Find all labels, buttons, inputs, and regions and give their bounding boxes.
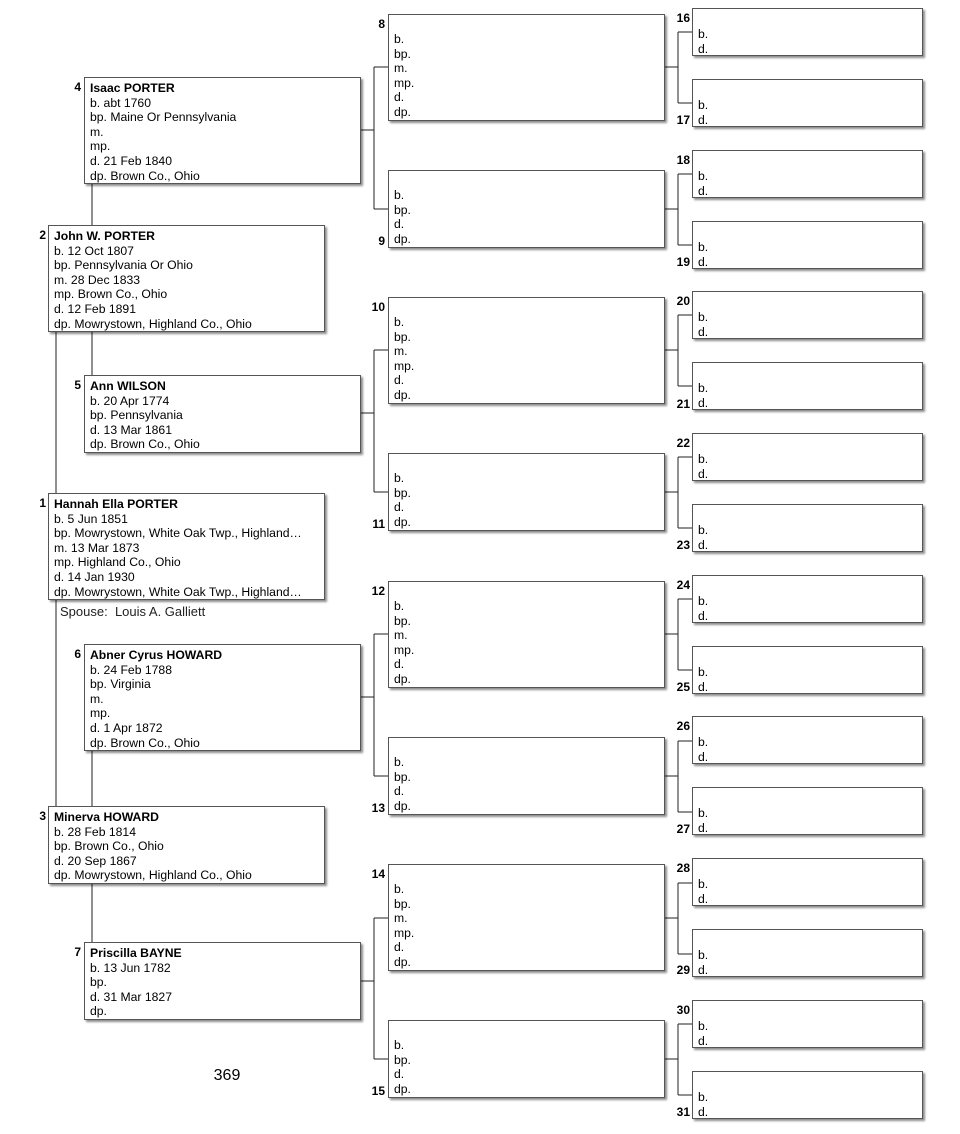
person-6-number: 6 (74, 647, 81, 661)
person-8-number: 8 (378, 17, 385, 31)
person-6-marriage: m. (90, 691, 104, 706)
person-16-birth: b. (698, 27, 709, 41)
person-7-birthplace: bp. (90, 975, 107, 990)
person-10-box[interactable] (388, 297, 665, 404)
person-1-number: 1 (39, 496, 46, 510)
person-8-birthplace: bp. (394, 46, 411, 61)
person-14-marriage: m. (394, 911, 408, 926)
person-15-birth: b. (394, 1038, 405, 1052)
person-1-death: d. 14 Jan 1930 (54, 569, 135, 584)
person-13-number: 13 (371, 801, 385, 815)
person-24-death: d. (698, 608, 709, 623)
person-26-death: d. (698, 749, 709, 764)
person-17-number: 17 (676, 113, 690, 127)
person-14-birth: b. (394, 882, 405, 896)
person-9-number: 9 (378, 234, 385, 248)
person-10-number: 10 (371, 300, 385, 314)
person-29-box[interactable] (692, 929, 923, 977)
person-30-birth: b. (698, 1019, 709, 1033)
person-2-birthplace: bp. Pennsylvania Or Ohio (54, 258, 193, 273)
person-7-number: 7 (74, 945, 81, 959)
person-5-name: Ann WILSON (90, 379, 166, 393)
person-18-box[interactable] (692, 150, 923, 198)
person-2-number: 2 (39, 228, 46, 242)
person-22-number: 22 (676, 436, 690, 450)
person-1-name: Hannah Ella PORTER (54, 497, 178, 511)
person-19-death: d. (698, 254, 709, 269)
person-6-death: d. 1 Apr 1872 (90, 720, 163, 735)
person-23-birth: b. (698, 523, 709, 537)
person-25-birth: b. (698, 665, 709, 679)
person-12-number: 12 (371, 584, 385, 598)
person-5-death: d. 13 Mar 1861 (90, 422, 172, 437)
person-15-number: 15 (371, 1084, 385, 1098)
person-4-birth: b. abt 1760 (90, 95, 151, 110)
person-10-birthplace: bp. (394, 329, 411, 344)
person-18-number: 18 (676, 153, 690, 167)
person-4-birthplace: bp. Maine Or Pennsylvania (90, 110, 237, 125)
person-3-number: 3 (39, 809, 46, 823)
person-18-death: d. (698, 183, 709, 198)
person-25-number: 25 (676, 680, 690, 694)
spouse-line (60, 604, 205, 619)
person-11-box[interactable] (388, 453, 665, 531)
person-30-death: d. (698, 1033, 709, 1048)
person-3-birth: b. 28 Feb 1814 (54, 824, 136, 839)
person-31-number: 31 (676, 1105, 690, 1119)
person-10-marriage: m. (394, 344, 408, 359)
person-10-marriageplace: mp. (394, 358, 415, 373)
person-21-death: d. (698, 395, 709, 410)
person-13-death: d. (394, 784, 405, 799)
person-21-box[interactable] (692, 362, 923, 410)
person-22-death: d. (698, 466, 709, 481)
person-6-marriageplace: mp. (90, 706, 111, 721)
person-17-death: d. (698, 112, 709, 127)
person-19-number: 19 (676, 255, 690, 269)
person-25-death: d. (698, 679, 709, 694)
person-31-box[interactable] (692, 1071, 923, 1119)
person-8-marriageplace: mp. (394, 75, 415, 90)
person-20-death: d. (698, 324, 709, 339)
person-2-birth: b. 12 Oct 1807 (54, 243, 134, 258)
person-2-deathplace: dp. Mowrystown, Highland Co., Ohio (54, 316, 252, 331)
person-14-marriageplace: mp. (394, 925, 415, 940)
person-4-marriage: m. (90, 124, 104, 139)
person-2-marriageplace: mp. Brown Co., Ohio (54, 287, 168, 302)
person-21-birth: b. (698, 381, 709, 395)
person-3-death: d. 20 Sep 1867 (54, 853, 137, 868)
person-8-marriage: m. (394, 61, 408, 76)
person-6-birthplace: bp. Virginia (90, 677, 151, 692)
person-9-birthplace: bp. (394, 202, 411, 217)
person-25-box[interactable] (692, 646, 923, 694)
person-21-number: 21 (676, 397, 690, 411)
person-4-number: 4 (74, 80, 81, 94)
person-14-number: 14 (371, 867, 385, 881)
person-4-box[interactable] (84, 77, 361, 184)
person-1-birth: b. 5 Jun 1851 (54, 511, 128, 526)
person-11-birthplace: bp. (394, 485, 411, 500)
person-1-deathplace: dp. Mowrystown, White Oak Twp., Highland… (54, 584, 302, 599)
person-12-deathplace: dp. (394, 671, 411, 686)
person-29-birth: b. (698, 948, 709, 962)
person-7-birth: b. 13 Jun 1782 (90, 960, 171, 975)
person-7-deathplace: dp. (90, 1004, 107, 1019)
person-2-marriage: m. 28 Dec 1833 (54, 272, 141, 287)
person-20-number: 20 (676, 294, 690, 308)
person-6-birth: b. 24 Feb 1788 (90, 662, 172, 677)
person-28-number: 28 (676, 861, 690, 875)
person-12-marriage: m. (394, 628, 408, 643)
person-15-box[interactable] (388, 1020, 665, 1098)
person-1-marriageplace: mp. Highland Co., Ohio (54, 555, 181, 570)
person-19-box[interactable] (692, 221, 923, 269)
person-7-death: d. 31 Mar 1827 (90, 989, 172, 1004)
person-6-deathplace: dp. Brown Co., Ohio (90, 735, 200, 750)
person-5-birthplace: bp. Pennsylvania (90, 408, 183, 423)
person-7-box[interactable] (84, 942, 361, 1020)
person-6-name: Abner Cyrus HOWARD (90, 648, 223, 662)
person-11-birth: b. (394, 471, 405, 485)
person-29-number: 29 (676, 963, 690, 977)
person-16-death: d. (698, 41, 709, 56)
person-20-box[interactable] (692, 291, 923, 339)
person-26-birth: b. (698, 735, 709, 749)
person-12-marriageplace: mp. (394, 642, 415, 657)
person-9-birth: b. (394, 188, 405, 202)
person-20-birth: b. (698, 310, 709, 324)
spouse-name: Louis A. Galliett (114, 604, 206, 619)
person-14-deathplace: dp. (394, 954, 411, 969)
person-15-deathplace: dp. (394, 1081, 411, 1096)
person-12-box[interactable] (388, 581, 665, 688)
person-22-box[interactable] (692, 433, 923, 481)
person-23-number: 23 (676, 538, 690, 552)
person-1-box[interactable] (48, 493, 325, 600)
person-4-name: Isaac PORTER (90, 81, 175, 95)
person-24-birth: b. (698, 594, 709, 608)
person-8-death: d. (394, 90, 405, 105)
person-5-box[interactable] (84, 375, 361, 453)
person-12-birth: b. (394, 599, 405, 613)
person-15-death: d. (394, 1067, 405, 1082)
person-5-birth: b. 20 Apr 1774 (90, 393, 170, 408)
person-8-birth: b. (394, 32, 405, 46)
person-6-box[interactable] (84, 644, 361, 751)
person-23-death: d. (698, 537, 709, 552)
person-2-death: d. 12 Feb 1891 (54, 301, 136, 316)
person-13-birth: b. (394, 755, 405, 769)
person-28-birth: b. (698, 877, 709, 891)
person-5-deathplace: dp. Brown Co., Ohio (90, 437, 200, 452)
person-4-deathplace: dp. Brown Co., Ohio (90, 168, 200, 183)
person-7-name: Priscilla BAYNE (90, 946, 182, 960)
person-28-death: d. (698, 891, 709, 906)
person-4-death: d. 21 Feb 1840 (90, 153, 172, 168)
person-24-number: 24 (676, 578, 690, 592)
person-14-box[interactable] (388, 864, 665, 971)
person-26-number: 26 (676, 719, 690, 733)
person-3-box[interactable] (48, 806, 325, 884)
person-17-birth: b. (698, 98, 709, 112)
person-8-deathplace: dp. (394, 104, 411, 119)
person-14-death: d. (394, 940, 405, 955)
person-23-box[interactable] (692, 504, 923, 552)
person-1-marriage: m. 13 Mar 1873 (54, 540, 140, 555)
person-9-box[interactable] (388, 170, 665, 248)
person-24-box[interactable] (692, 575, 923, 623)
person-2-name: John W. PORTER (54, 229, 155, 243)
person-27-box[interactable] (692, 787, 923, 835)
person-11-number: 11 (372, 517, 385, 531)
person-9-deathplace: dp. (394, 231, 411, 246)
person-12-birthplace: bp. (394, 613, 411, 628)
person-31-death: d. (698, 1104, 709, 1119)
person-13-box[interactable] (388, 737, 665, 815)
person-17-box[interactable] (692, 79, 923, 127)
person-12-death: d. (394, 657, 405, 672)
person-10-death: d. (394, 373, 405, 388)
person-3-deathplace: dp. Mowrystown, Highland Co., Ohio (54, 868, 252, 883)
person-30-number: 30 (676, 1003, 690, 1017)
person-10-deathplace: dp. (394, 387, 411, 402)
person-16-box[interactable] (692, 8, 923, 56)
person-29-death: d. (698, 962, 709, 977)
person-27-birth: b. (698, 806, 709, 820)
person-18-birth: b. (698, 169, 709, 183)
person-15-birthplace: bp. (394, 1052, 411, 1067)
person-10-birth: b. (394, 315, 405, 329)
person-3-birthplace: bp. Brown Co., Ohio (54, 839, 164, 854)
person-27-number: 27 (676, 822, 690, 836)
person-1-birthplace: bp. Mowrystown, White Oak Twp., Highland… (54, 526, 302, 541)
person-11-deathplace: dp. (394, 514, 411, 529)
person-13-deathplace: dp. (394, 798, 411, 813)
person-26-box[interactable] (692, 716, 923, 764)
person-31-birth: b. (698, 1090, 709, 1104)
person-3-name: Minerva HOWARD (54, 810, 159, 824)
person-27-death: d. (698, 820, 709, 835)
person-8-box[interactable] (388, 14, 665, 121)
person-5-number: 5 (74, 378, 81, 392)
person-9-death: d. (394, 217, 405, 232)
person-16-number: 16 (676, 11, 690, 25)
person-30-box[interactable] (692, 1000, 923, 1048)
person-28-box[interactable] (692, 858, 923, 906)
person-2-box[interactable] (48, 225, 325, 332)
person-22-birth: b. (698, 452, 709, 466)
person-19-birth: b. (698, 240, 709, 254)
page-number: 369 (213, 1067, 241, 1084)
person-13-birthplace: bp. (394, 769, 411, 784)
spouse-label: Spouse: (60, 604, 108, 619)
person-11-death: d. (394, 500, 405, 515)
person-14-birthplace: bp. (394, 896, 411, 911)
person-4-marriageplace: mp. (90, 139, 111, 154)
